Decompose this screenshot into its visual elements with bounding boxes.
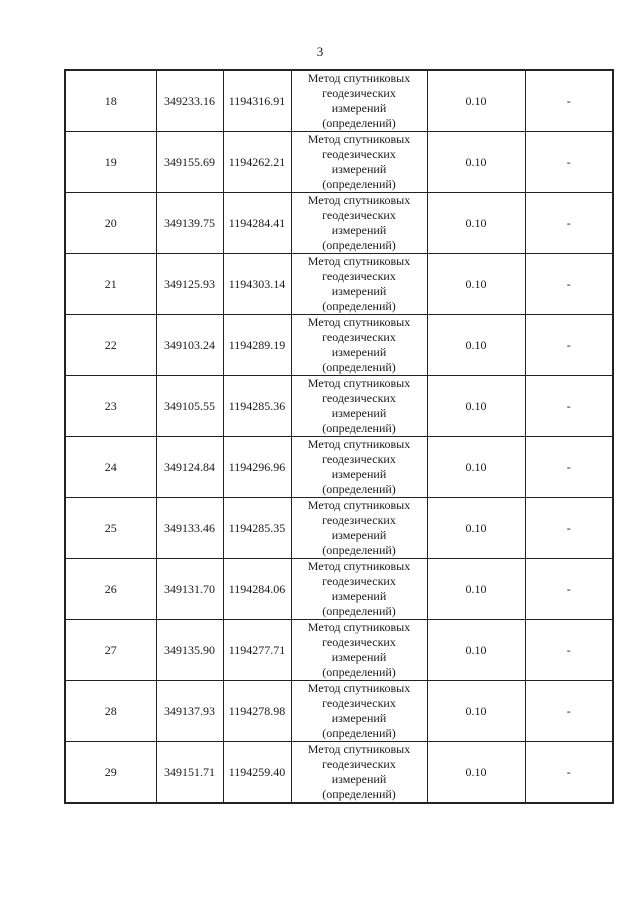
note-cell: -	[525, 437, 613, 498]
method-line: Метод спутниковых	[307, 681, 411, 695]
method-line: Метод спутниковых	[307, 315, 411, 329]
method-line: Метод спутниковых	[307, 71, 411, 85]
note-cell: -	[525, 742, 613, 804]
method-line: измерений	[331, 406, 387, 420]
method-line: измерений	[331, 711, 387, 725]
x-coordinate-cell: 349131.70	[156, 559, 223, 620]
accuracy-cell: 0.10	[427, 254, 525, 315]
y-coordinate-cell: 1194284.41	[223, 193, 291, 254]
x-coordinate-cell: 349105.55	[156, 376, 223, 437]
y-coordinate-cell: 1194277.71	[223, 620, 291, 681]
point-number-cell: 28	[65, 681, 156, 742]
method-line: геодезических	[322, 635, 396, 649]
method-line: геодезических	[322, 696, 396, 710]
accuracy-cell: 0.10	[427, 437, 525, 498]
y-coordinate-cell: 1194284.06	[223, 559, 291, 620]
method-line: измерений	[331, 467, 387, 481]
method-line: (определений)	[322, 482, 396, 496]
accuracy-cell: 0.10	[427, 681, 525, 742]
accuracy-cell: 0.10	[427, 193, 525, 254]
x-coordinate-cell: 349155.69	[156, 132, 223, 193]
point-number-cell: 27	[65, 620, 156, 681]
method-line: измерений	[331, 101, 387, 115]
method-line: Метод спутниковых	[307, 742, 411, 756]
page-number: 3	[316, 44, 324, 59]
method-line: (определений)	[322, 543, 396, 557]
table-row	[65, 742, 613, 804]
method-line: Метод спутниковых	[307, 559, 411, 573]
point-number-cell: 26	[65, 559, 156, 620]
method-line: Метод спутниковых	[307, 376, 411, 390]
y-coordinate-cell: 1194285.35	[223, 498, 291, 559]
point-number-cell: 18	[65, 70, 156, 132]
y-coordinate-cell: 1194285.36	[223, 376, 291, 437]
table-row	[65, 193, 613, 254]
table-row	[65, 559, 613, 620]
point-number-cell: 21	[65, 254, 156, 315]
note-cell: -	[525, 376, 613, 437]
method-line: геодезических	[322, 757, 396, 771]
method-cell	[291, 498, 427, 559]
method-cell	[291, 315, 427, 376]
note-cell: -	[525, 498, 613, 559]
y-coordinate-cell: 1194316.91	[223, 70, 291, 132]
point-number-cell: 25	[65, 498, 156, 559]
method-line: (определений)	[322, 116, 396, 130]
method-line: (определений)	[322, 360, 396, 374]
method-line: геодезических	[322, 574, 396, 588]
point-number-cell: 24	[65, 437, 156, 498]
method-line: (определений)	[322, 726, 396, 740]
note-cell: -	[525, 132, 613, 193]
note-cell: -	[525, 681, 613, 742]
coordinates-table-body	[65, 70, 613, 803]
accuracy-cell: 0.10	[427, 498, 525, 559]
method-line: измерений	[331, 772, 387, 786]
y-coordinate-cell: 1194259.40	[223, 742, 291, 804]
method-line: геодезических	[322, 269, 396, 283]
coordinates-table	[64, 69, 614, 804]
method-line: геодезических	[322, 147, 396, 161]
table-row	[65, 254, 613, 315]
method-cell	[291, 193, 427, 254]
method-line: (определений)	[322, 238, 396, 252]
x-coordinate-cell: 349137.93	[156, 681, 223, 742]
method-cell	[291, 70, 427, 132]
method-line: измерений	[331, 589, 387, 603]
table-row	[65, 315, 613, 376]
note-cell: -	[525, 193, 613, 254]
y-coordinate-cell: 1194296.96	[223, 437, 291, 498]
method-line: измерений	[331, 162, 387, 176]
method-cell	[291, 681, 427, 742]
method-line: (определений)	[322, 604, 396, 618]
table-row	[65, 70, 613, 132]
accuracy-cell: 0.10	[427, 70, 525, 132]
method-line: измерений	[331, 284, 387, 298]
method-line: Метод спутниковых	[307, 193, 411, 207]
x-coordinate-cell: 349233.16	[156, 70, 223, 132]
method-line: Метод спутниковых	[307, 498, 411, 512]
point-number-cell: 23	[65, 376, 156, 437]
method-line: геодезических	[322, 391, 396, 405]
method-line: (определений)	[322, 421, 396, 435]
table-row	[65, 620, 613, 681]
accuracy-cell: 0.10	[427, 742, 525, 804]
method-line: (определений)	[322, 787, 396, 801]
method-cell	[291, 437, 427, 498]
y-coordinate-cell: 1194289.19	[223, 315, 291, 376]
table-row	[65, 681, 613, 742]
method-cell	[291, 620, 427, 681]
accuracy-cell: 0.10	[427, 559, 525, 620]
point-number-cell: 29	[65, 742, 156, 804]
method-cell	[291, 742, 427, 804]
method-line: геодезических	[322, 86, 396, 100]
x-coordinate-cell: 349151.71	[156, 742, 223, 804]
accuracy-cell: 0.10	[427, 376, 525, 437]
table-row	[65, 437, 613, 498]
method-line: измерений	[331, 650, 387, 664]
note-cell: -	[525, 620, 613, 681]
y-coordinate-cell: 1194262.21	[223, 132, 291, 193]
method-cell	[291, 132, 427, 193]
method-line: (определений)	[322, 665, 396, 679]
accuracy-cell: 0.10	[427, 315, 525, 376]
method-line: геодезических	[322, 330, 396, 344]
y-coordinate-cell: 1194303.14	[223, 254, 291, 315]
method-cell	[291, 254, 427, 315]
method-cell	[291, 376, 427, 437]
accuracy-cell: 0.10	[427, 620, 525, 681]
method-line: геодезических	[322, 452, 396, 466]
method-line: (определений)	[322, 177, 396, 191]
method-line: измерений	[331, 223, 387, 237]
method-line: Метод спутниковых	[307, 254, 411, 268]
method-line: геодезических	[322, 208, 396, 222]
x-coordinate-cell: 349133.46	[156, 498, 223, 559]
method-line: геодезических	[322, 513, 396, 527]
y-coordinate-cell: 1194278.98	[223, 681, 291, 742]
x-coordinate-cell: 349124.84	[156, 437, 223, 498]
x-coordinate-cell: 349135.90	[156, 620, 223, 681]
note-cell: -	[525, 559, 613, 620]
table-row	[65, 132, 613, 193]
table-row	[65, 498, 613, 559]
method-line: измерений	[331, 345, 387, 359]
point-number-cell: 20	[65, 193, 156, 254]
note-cell: -	[525, 70, 613, 132]
note-cell: -	[525, 315, 613, 376]
point-number-cell: 19	[65, 132, 156, 193]
accuracy-cell: 0.10	[427, 132, 525, 193]
method-line: Метод спутниковых	[307, 437, 411, 451]
x-coordinate-cell: 349103.24	[156, 315, 223, 376]
method-line: Метод спутниковых	[307, 620, 411, 634]
table-row	[65, 376, 613, 437]
point-number-cell: 22	[65, 315, 156, 376]
method-line: (определений)	[322, 299, 396, 313]
x-coordinate-cell: 349139.75	[156, 193, 223, 254]
x-coordinate-cell: 349125.93	[156, 254, 223, 315]
method-cell	[291, 559, 427, 620]
note-cell: -	[525, 254, 613, 315]
method-line: измерений	[331, 528, 387, 542]
method-line: Метод спутниковых	[307, 132, 411, 146]
